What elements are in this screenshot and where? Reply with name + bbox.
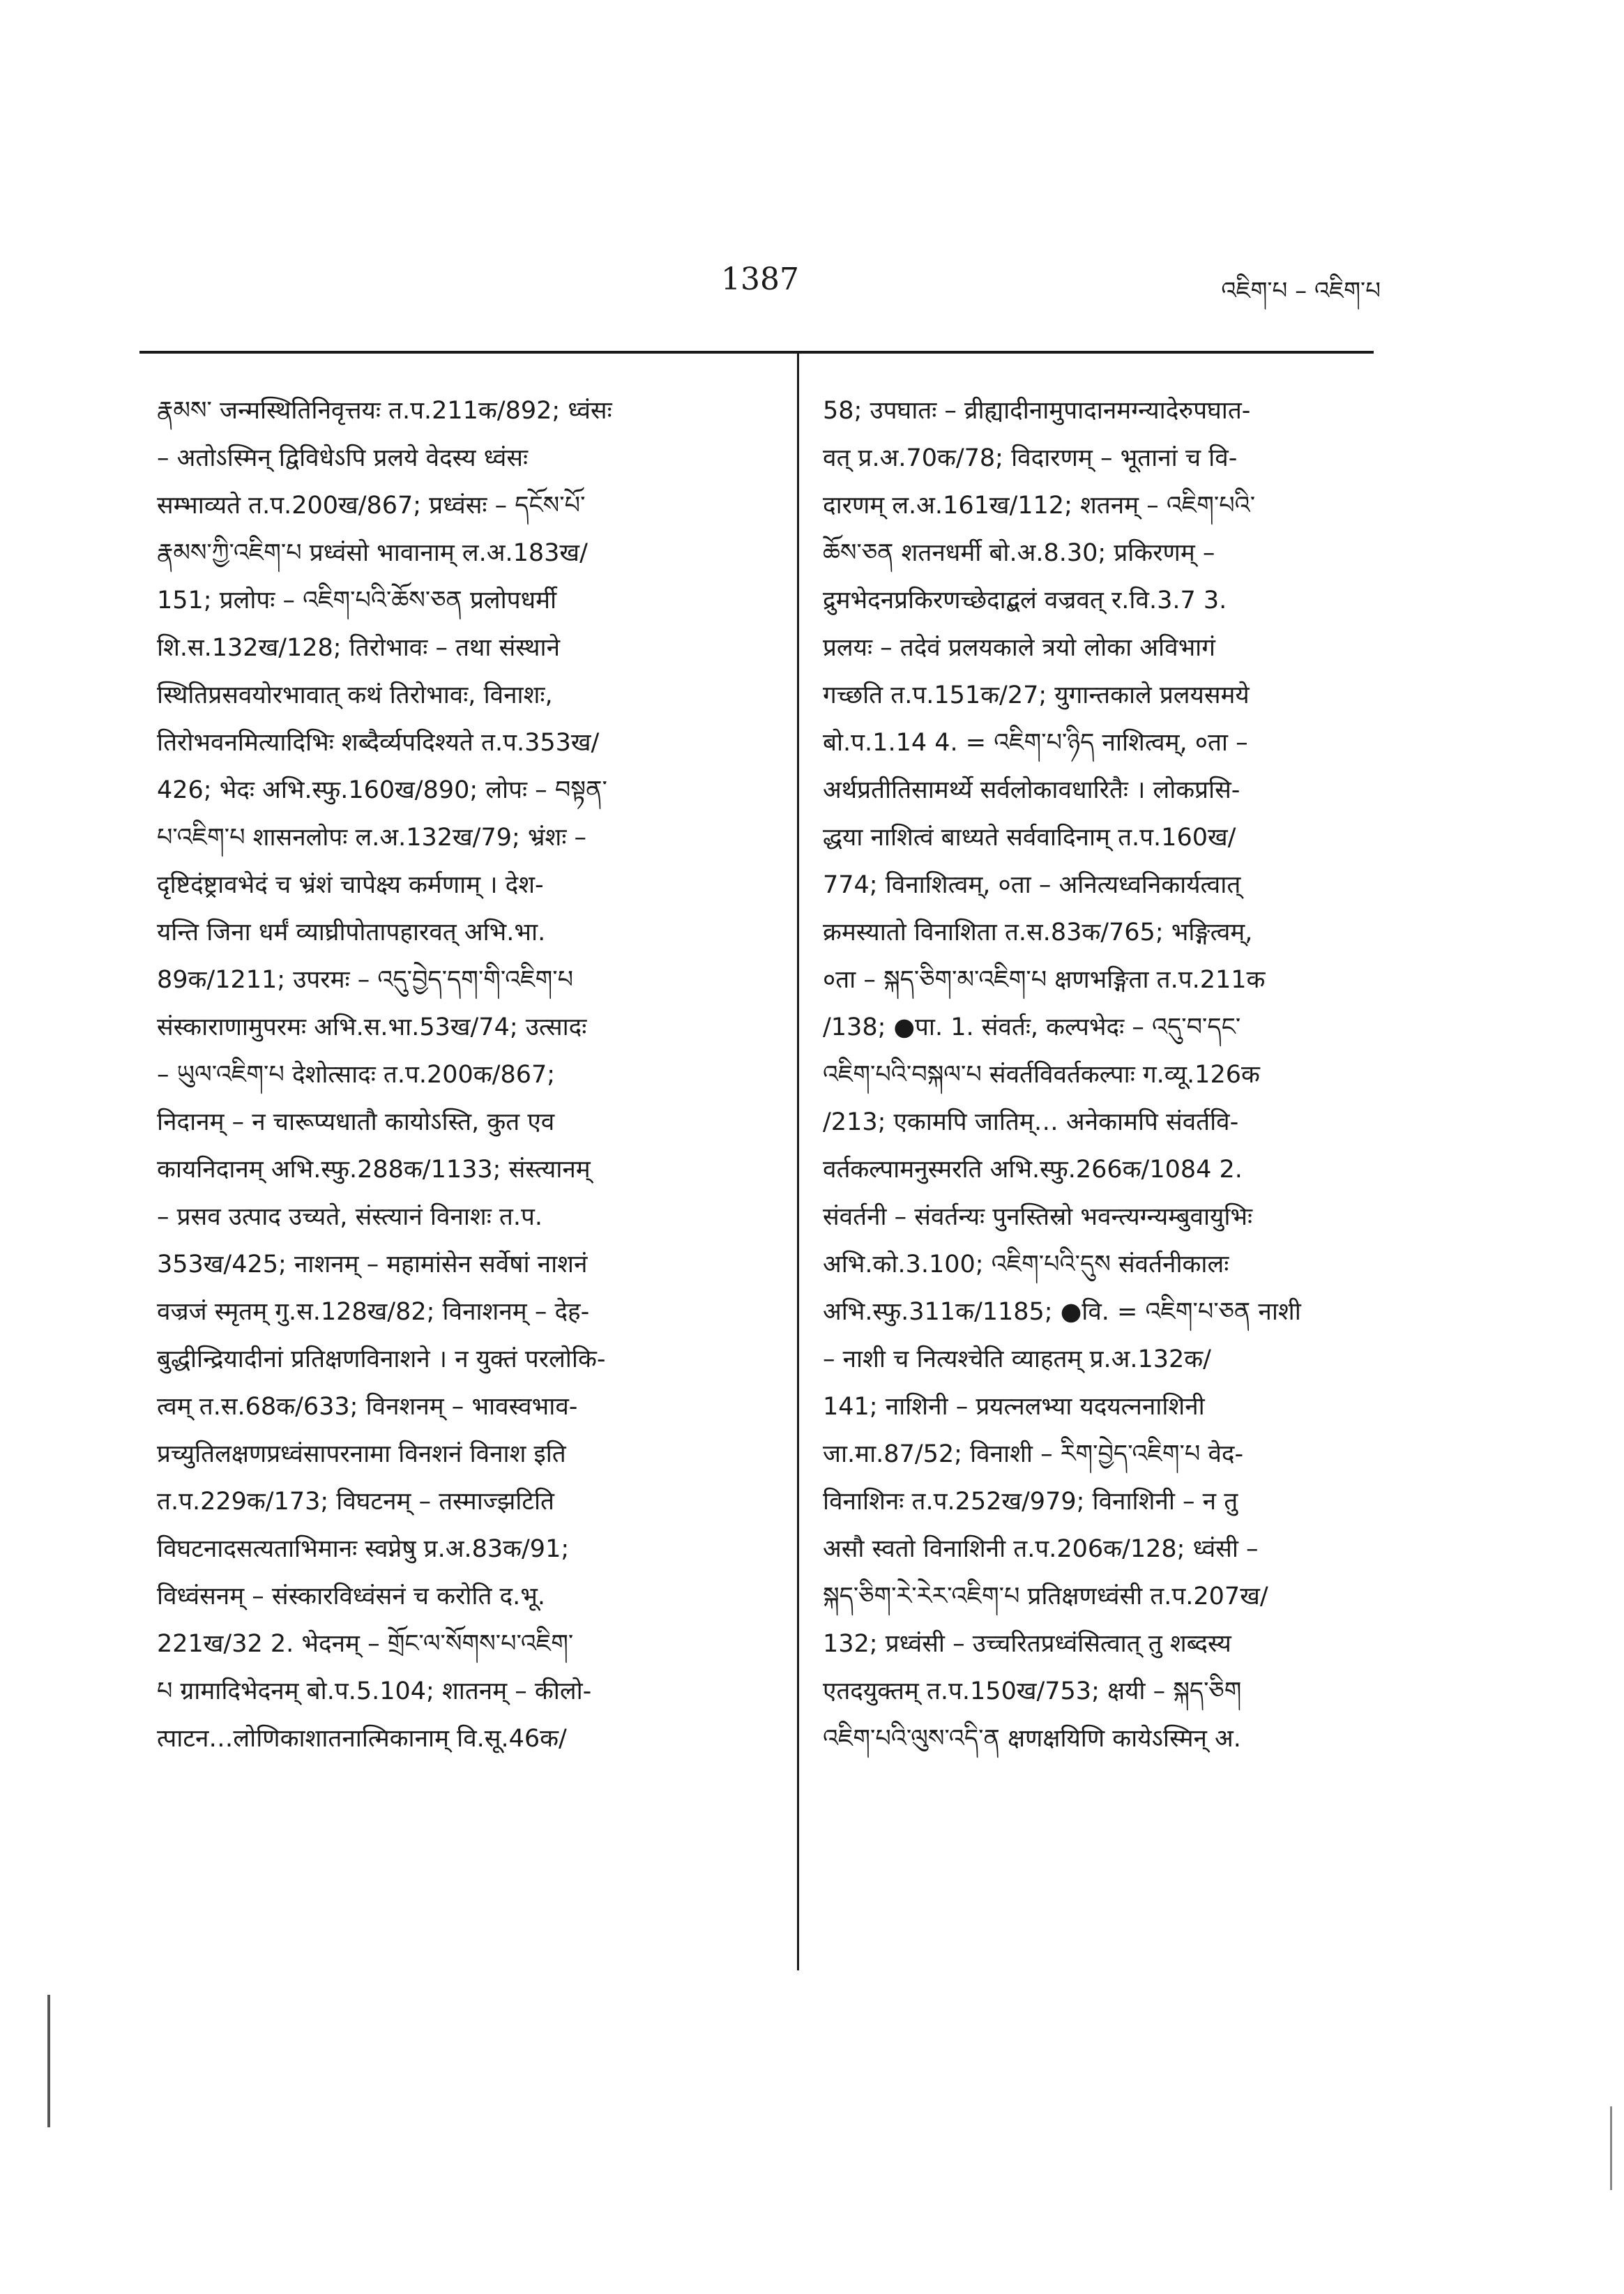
text-line: संस्काराणामुपरमः अभि.स.भा.53ख/74; उत्सादः [157, 1013, 587, 1041]
text-line: क्रमस्यातो विनाशिता त.स.83क/765; भङ्गित्वम्, [823, 919, 1253, 946]
text-line: स्थितिप्रसवयोरभावात् कथं तिरोभावः, विनाशः, [157, 681, 553, 709]
text-line: संवर्तनी – संवर्तन्यः पुनस्तिस्रो भवन्त्यग्न्यम्बुवायुभिः [823, 1203, 1253, 1231]
text-line: सम्भाव्यते त.प.200ख/867; प्रध्वंसः – དངོས་པོ་ [157, 492, 586, 520]
page-number: 1387 [721, 262, 799, 297]
text-line: बो.प.1.14 4. = འཇིག་པ་ཉིད नाशित्वम्, ०ता – [823, 729, 1248, 757]
running-head: འཇིག་པ – འཇིག་པ [1221, 277, 1381, 305]
header-rule [139, 351, 1374, 354]
text-line: 141; नाशिनी – प्रयत्नलभ्या यदयत्ननाशिनी [823, 1393, 1205, 1421]
text-line: दारणम् ल.अ.161ख/112; शतनम् – འཇིག་པའི་ [823, 492, 1256, 520]
text-line: अभि.स्फु.311क/1185; ●वि. = འཇིག་པ་ཅན नाशी [823, 1298, 1301, 1326]
text-line: प्रच्युतिलक्षणप्रध्वंसापरनामा विनशनं विनाश इति [157, 1440, 566, 1468]
left-column [157, 387, 771, 1763]
text-line: द्धया नाशित्वं बाध्यते सर्ववादिनाम् त.प.160ख/ [823, 824, 1236, 852]
text-line: विघटनादसत्यताभिमानः स्वप्नेषु प्र.अ.83क/91; [157, 1535, 570, 1563]
column-divider [797, 352, 799, 1970]
text-line: त.प.229क/173; विघटनम् – तस्माज्झटिति [157, 1488, 554, 1516]
text-line: प्रलयः – तदेवं प्रलयकाले त्रयो लोका अविभागं [823, 634, 1215, 662]
text-line: बुद्धीन्द्रियादीनां प्रतिक्षणविनाशने । न युक्तं परलोकि- [157, 1345, 606, 1373]
text-line: विनाशिनः त.प.252ख/979; विनाशिनी – न तु [823, 1488, 1238, 1516]
text-line: /138; ●पा. 1. संवर्तः, कल्पभेदः – འདུ་བ་དང་ [823, 1013, 1241, 1041]
text-line: अभि.को.3.100; འཇིག་པའི་དུས संवर्तनीकालः [823, 1251, 1229, 1278]
text-line: རྣམས་ जन्मस्थितिनिवृत्तयः त.प.211क/892; ध्वंसः [157, 397, 612, 425]
text-line: – प्रसव उत्पाद उच्यते, संस्त्यानं विनाशः त.प. [157, 1203, 542, 1231]
text-line: /213; एकामपि जातिम्… अनेकामपि संवर्तवि- [823, 1108, 1239, 1136]
text-line: རྣམས་ཀྱི་འཇིག་པ प्रध्वंसो भावानाम् ल.अ.183ख/ [157, 539, 588, 567]
text-line: वर्तकल्पामनुस्मरति अभि.स्फु.266क/1084 2. [823, 1156, 1243, 1184]
text-line: अर्थप्रतीतिसामर्थ्ये सर्वलोकावधारितैः । लोकप्रसि- [823, 776, 1240, 804]
text-line: 151; प्रलोपः – འཇིག་པའི་ཆོས་ཅན प्रलोपधर्मी [157, 587, 557, 614]
scan-edge-mark [47, 1995, 50, 2127]
text-line: असौ स्वतो विनाशिनी त.प.206क/128; ध्वंसी – [823, 1535, 1259, 1563]
text-line: 89क/1211; उपरमः – འདུ་བྱེད་དག་གི་འཇིག་པ [157, 966, 574, 994]
text-line: འཇིག་པའི་བསྐལ་པ संवर्तविवर्तकल्पाः ग.व्यू.126क [823, 1061, 1260, 1089]
text-line: ०ता – སྐད་ཅིག་མ་འཇིག་པ क्षणभङ्गिता त.प.211क [823, 966, 1266, 994]
text-line: 353ख/425; नाशनम् – महामांसेन सर्वेषां नाशनं [157, 1251, 588, 1278]
text-line: वज्रजं स्मृतम् गु.स.128ख/82; विनाशनम् – देह- [157, 1298, 590, 1326]
text-line: ཆོས་ཅན शतनधर्मी बो.अ.8.30; प्रकिरणम् – [823, 539, 1215, 567]
text-line: 774; विनाशित्वम्, ०ता – अनित्यध्वनिकार्यत्वात् [823, 871, 1241, 899]
text-line: – अतोऽस्मिन् द्विविधेऽपि प्रलये वेदस्य ध्वंसः [157, 444, 529, 472]
right-column [823, 387, 1381, 1763]
text-line: शि.स.132ख/128; तिरोभावः – तथा संस्थाने [157, 634, 561, 662]
scan-edge-mark [1610, 2106, 1612, 2190]
text-line: སྐད་ཅིག་རེ་རེར་འཇིག་པ प्रतिक्षणध्वंसी त.प.207ख/ [823, 1583, 1268, 1610]
text-line: तिरोभवनमित्यादिभिः शब्दैर्व्यपदिश्यते त.प.353ख/ [157, 729, 600, 757]
text-line: པ ग्रामादिभेदनम् बो.प.5.104; शातनम् – कीलो- [157, 1677, 592, 1705]
text-line: विध्वंसनम् – संस्कारविध्वंसनं च करोति द.भू. [157, 1583, 545, 1610]
text-line: जा.मा.87/52; विनाशी – རིག་བྱེད་འཇིག་པ वेद- [823, 1440, 1244, 1468]
text-line: 58; उपघातः – व्रीह्यादीनामुपादानमग्न्यादेरुपघात- [823, 397, 1251, 425]
text-line: द्रुमभेदनप्रकिरणच्छेदाद्बलं वज्रवत् र.वि.3.7 3. [823, 587, 1227, 614]
text-line: 221ख/32 2. भेदनम् – གྲོང་ལ་སོགས་པ་འཇིག་ [157, 1630, 574, 1658]
text-line: – नाशी च नित्यश्चेति व्याहतम् प्र.अ.132क/ [823, 1345, 1211, 1373]
text-line: कायनिदानम् अभि.स्फु.288क/1133; संस्त्यानम् [157, 1156, 591, 1184]
text-line: པ་འཇིག་པ शासनलोपः ल.अ.132ख/79; भ्रंशः – [157, 824, 587, 852]
text-line: वत् प्र.अ.70क/78; विदारणम् – भूतानां च वि- [823, 444, 1238, 472]
text-line: 426; भेदः अभि.स्फु.160ख/890; लोपः – བསྟན་ [157, 776, 607, 804]
text-line: त्पाटन…लोणिकाशातनात्मिकानाम् वि.सू.46क/ [157, 1725, 567, 1753]
text-line: – ཡུལ་འཇིག་པ देशोत्सादः त.प.200क/867; [157, 1061, 556, 1089]
text-line: 132; प्रध्वंसी – उच्चरितप्रध्वंसित्वात् तु शब्दस्य [823, 1630, 1231, 1658]
text-line: འཇིག་པའི་ལུས་འདི་ན क्षणक्षयिणि कायेऽस्मिन् अ. [823, 1725, 1241, 1753]
text-line: दृष्टिदंष्ट्रावभेदं च भ्रंशं चापेक्ष्य कर्मणाम् । देश- [157, 871, 544, 899]
text-line: गच्छति त.प.151क/27; युगान्तकाले प्रलयसमये [823, 681, 1250, 709]
text-line: त्वम् त.स.68क/633; विनशनम् – भावस्वभाव- [157, 1393, 578, 1421]
text-line: निदानम् – न चारूप्यधातौ कायोऽस्ति, कुत एव [157, 1108, 555, 1136]
text-line: यन्ति जिना धर्मं व्याघ्रीपोतापहारवत् अभि.भा. [157, 919, 546, 946]
text-line: एतदयुक्तम् त.प.150ख/753; क्षयी – སྐད་ཅིག [823, 1677, 1242, 1705]
